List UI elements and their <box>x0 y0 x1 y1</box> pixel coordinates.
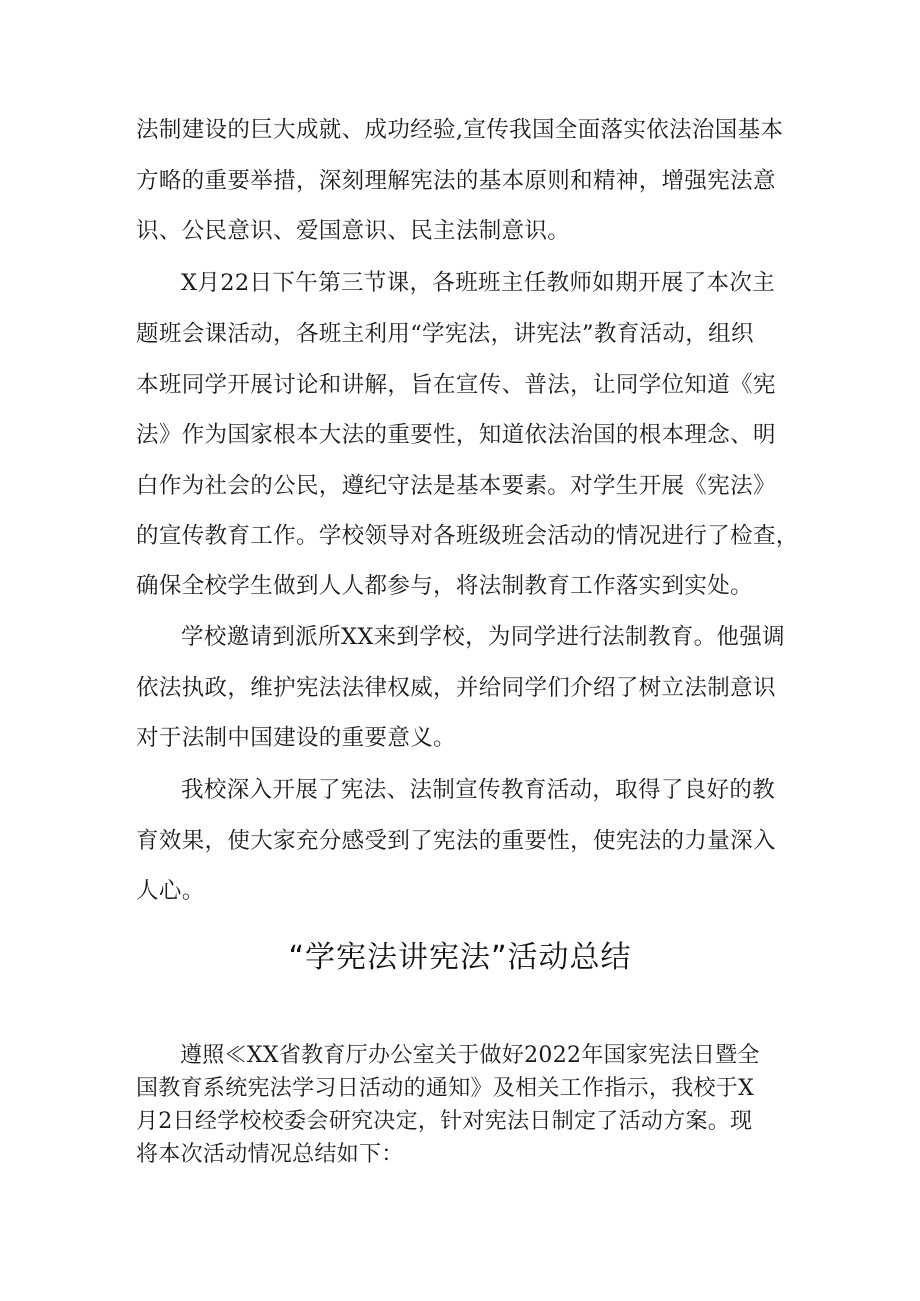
text-line: 育效果，使大家充分感受到了宪法的重要性，使宪法的力量深入 <box>136 828 776 854</box>
text-line: 方略的重要举措，深刻理解宪法的基本原则和精神，增强宪法意 <box>136 168 776 194</box>
text-line: 我校深入开展了宪法、法制宣传教育活动，取得了良好的教 <box>181 777 776 803</box>
text-line: 月2日经学校校委会研究决定，针对宪法日制定了活动方案。现 <box>136 1109 753 1134</box>
text-line: 对于法制中国建设的重要意义。 <box>136 725 456 751</box>
text-line: 确保全校学生做到人人都参与，将法制教育工作落实到实处。 <box>136 573 753 599</box>
text-line: 本班同学开展讨论和讲解，旨在宣传、普法，让同学位知道《宪 <box>136 372 776 398</box>
text-line: 法》作为国家根本大法的重要性，知道依法治国的根本理念、明 <box>136 422 776 448</box>
text-line: 依法执政，维护宪法法律权威，并给同学们介绍了树立法制意识 <box>136 675 776 701</box>
text-line: 识、公民意识、爱国意识、民主法制意识。 <box>136 218 571 244</box>
text-line: 题班会课活动，各班主利用“学宪法，讲宪法”教育活动，组织 <box>136 321 754 347</box>
text-line: 学校邀请到派所XX来到学校，为同学进行法制教育。他强调 <box>181 624 785 650</box>
text-line: 人心。 <box>136 878 205 904</box>
text-line: 法制建设的巨大成就、成功经验,宣传我国全面落实依法治国基本 <box>136 117 784 143</box>
text-line: 白作为社会的公民，遵纪守法是基本要素。对学生开展《宪法》 <box>136 473 776 499</box>
text-line: 将本次活动情况总结如下： <box>136 1142 404 1167</box>
text-line: 国教育系统宪法学习日活动的通知》及相关工作指示，我校于X <box>136 1076 755 1101</box>
text-line: 遵照≪XX省教育厅办公室关于做好2022年国家宪法日暨全 <box>180 1043 760 1068</box>
text-line: 的宣传教育工作。学校领导对各班级班会活动的情况进行了检查， <box>136 523 799 549</box>
text-line: X月22日下午第三节课，各班班主任教师如期开展了本次主 <box>181 270 776 296</box>
section-title: “学宪法讲宪法”活动总结 <box>288 940 632 975</box>
